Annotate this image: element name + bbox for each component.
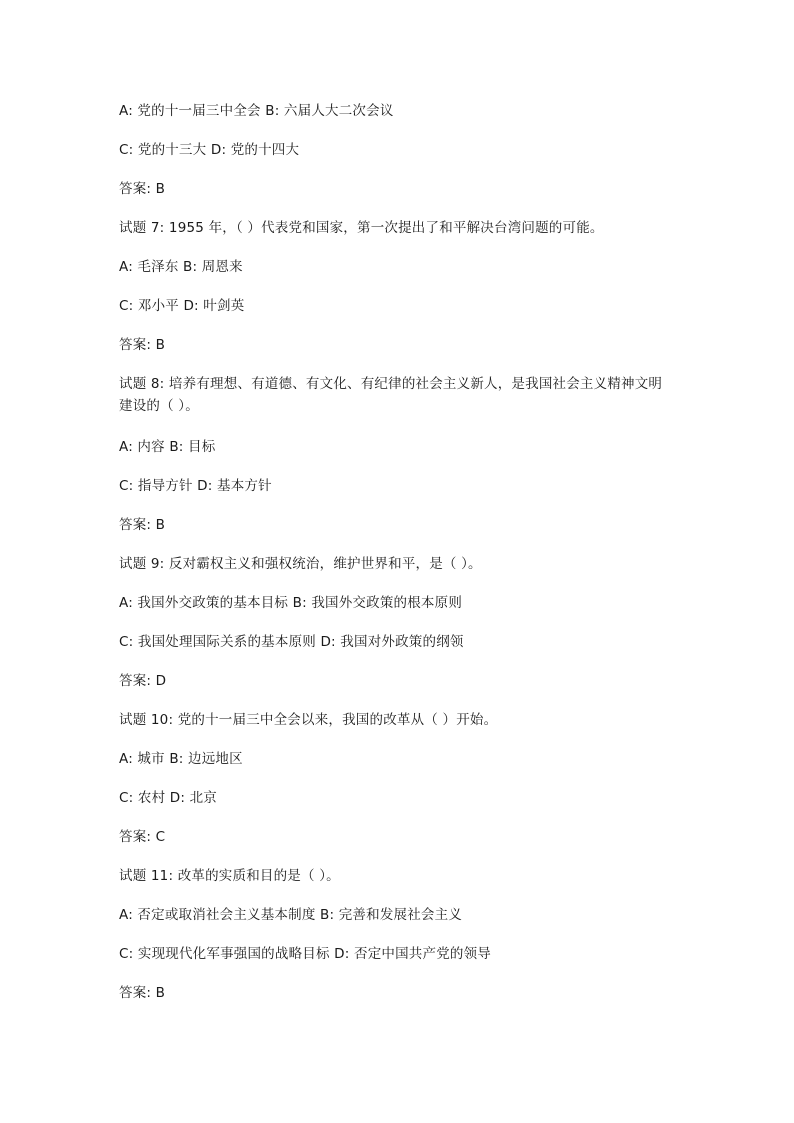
q10-answer: 答案: C [119,829,166,845]
q10-options-cd: C: 农村 D: 北京 [119,790,217,806]
q11-options-cd: C: 实现现代化军事强国的战略目标 D: 否定中国共产党的领导 [119,946,491,962]
q6-options-cd: C: 党的十三大 D: 党的十四大 [119,142,300,158]
q9-options-ab: A: 我国外交政策的基本目标 B: 我国外交政策的根本原则 [119,595,463,611]
q7-answer: 答案: B [119,337,166,353]
q7-question: 试题 7: 1955 年，（ ）代表党和国家，第一次提出了和平解决台湾问题的可能。 [119,220,604,236]
q8-options-ab: A: 内容 B: 目标 [119,439,216,455]
q11-answer: 答案: B [119,985,166,1001]
q8-question: 试题 8: 培养有理想、有道德、有文化、有纪律的社会主义新人，是我国社会主义精神文明建设的（ ）。 [119,376,663,414]
q8-options-cd: C: 指导方针 D: 基本方针 [119,478,272,494]
q10-question: 试题 10: 党的十一届三中全会以来，我国的改革从（ ）开始。 [119,712,498,728]
q11-options-ab: A: 否定或取消社会主义基本制度 B: 完善和发展社会主义 [119,907,463,923]
q8-answer: 答案: B [119,517,166,533]
q9-question: 试题 9: 反对霸权主义和强权统治，维护世界和平，是（ ）。 [119,556,482,572]
q11-question: 试题 11: 改革的实质和目的是（ ）。 [119,868,340,884]
q9-options-cd: C: 我国处理国际关系的基本原则 D: 我国对外政策的纲领 [119,634,464,650]
q9-answer: 答案: D [119,673,167,689]
q6-options-ab: A: 党的十一届三中全会 B: 六届人大二次会议 [119,103,394,119]
q7-options-cd: C: 邓小平 D: 叶剑英 [119,298,245,314]
q6-answer: 答案: B [119,181,166,197]
q7-options-ab: A: 毛泽东 B: 周恩来 [119,259,243,275]
q10-options-ab: A: 城市 B: 边远地区 [119,751,243,767]
